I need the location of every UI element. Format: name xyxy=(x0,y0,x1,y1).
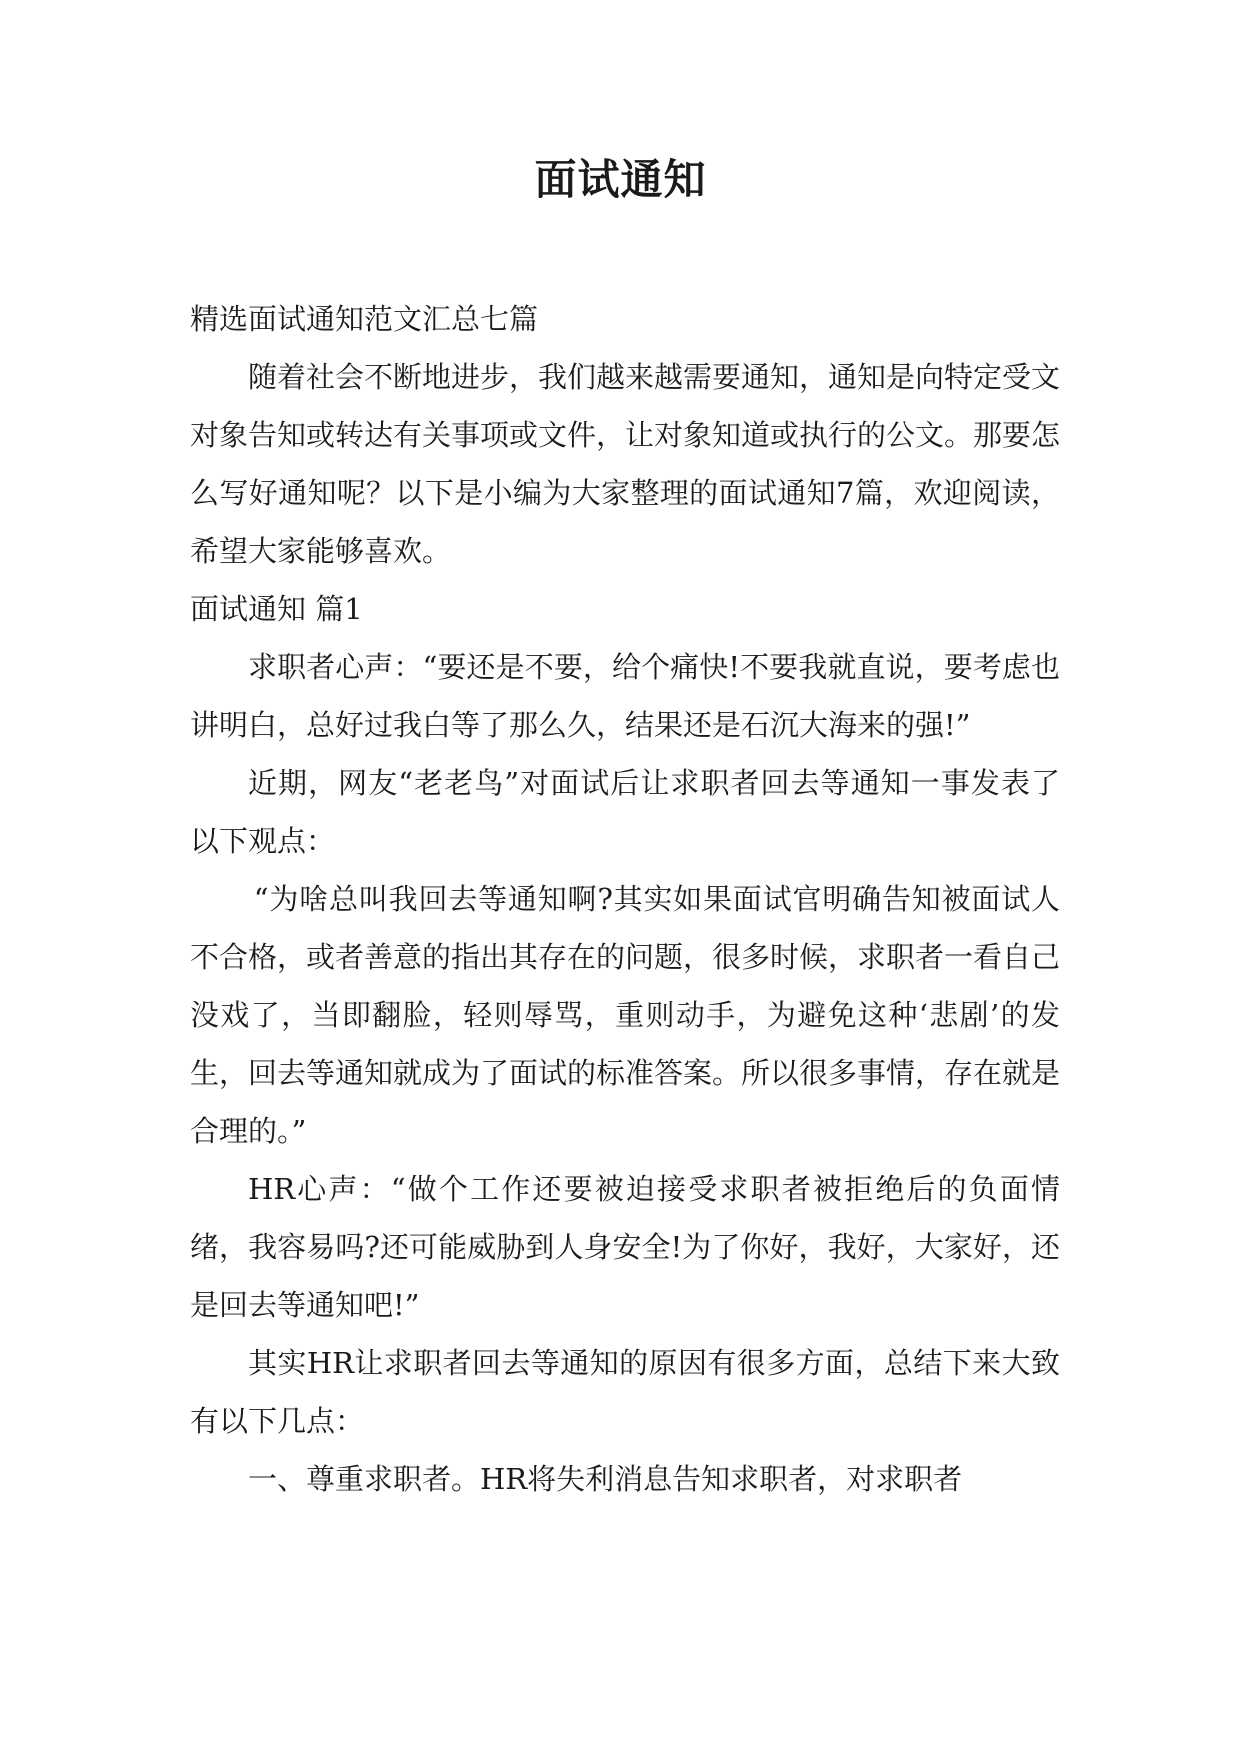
paragraph-hr-voice: HR心声：“做个工作还要被迫接受求职者被拒绝后的负面情绪，我容易吗?还可能威胁到人身安全!为了你好，我好，大家好，还是回去等通知吧!” xyxy=(190,1172,1060,1322)
document-body xyxy=(190,290,1060,1508)
section-heading: 面试通知 篇1 xyxy=(190,592,363,626)
intro-paragraph: 随着社会不断地进步，我们越来越需要通知，通知是向特定受文对象告知或转达有关事项或文件，让对象知道或执行的公文。那要怎么写好通知呢？以下是小编为大家整理的面试通知7篇，欢迎阅读，希望大家能够喜欢。 xyxy=(190,360,1061,568)
subtitle: 精选面试通知范文汇总七篇 xyxy=(190,302,539,336)
paragraph-job-seeker-voice: 求职者心声：“要还是不要，给个痛快!不要我就直说，要考虑也讲明白，总好过我白等了那么久，结果还是石沉大海来的强!” xyxy=(190,650,1060,742)
paragraph-reasons-intro: 其实HR让求职者回去等通知的原因有很多方面，总结下来大致有以下几点： xyxy=(190,1346,1060,1438)
paragraph-netizen-view: 近期，网友“老老鸟”对面试后让求职者回去等通知一事发表了以下观点： xyxy=(190,766,1060,858)
paragraph-quote: “为啥总叫我回去等通知啊?其实如果面试官明确告知被面试人不合格，或者善意的指出其存在的问题，很多时候，求职者一看自己没戏了，当即翻脸，轻则辱骂，重则动手，为避免这种‘悲剧’的发生，回去等通知就成为了面试的标准答案。所以很多事情，存在就是合理的。” xyxy=(190,882,1061,1148)
document-title: 面试通知 xyxy=(534,155,707,204)
paragraph-reason-1: 一、尊重求职者。HR将失利消息告知求职者，对求职者 xyxy=(248,1462,963,1496)
